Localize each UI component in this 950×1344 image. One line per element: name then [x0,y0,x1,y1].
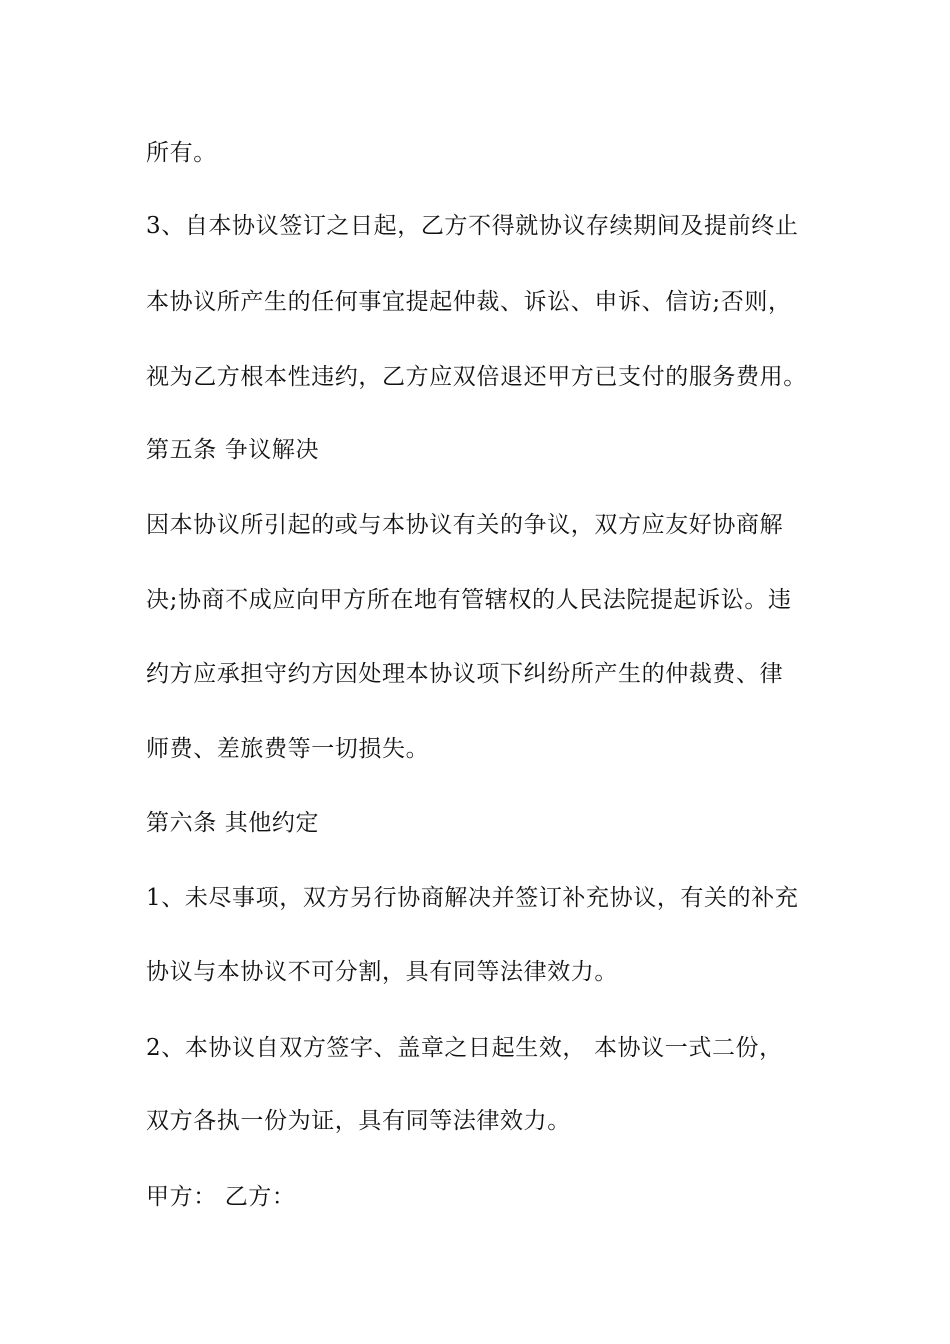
text-line: 双方各执一份为证，具有同等法律效力。 [146,1108,571,1134]
text-line: 视为乙方根本性违约，乙方应双倍退还甲方已支付的服务费用。 [146,364,807,390]
text-line: 因本协议所引起的或与本协议有关的争议，双方应友好协商解 [146,512,784,538]
section-heading: 第五条 争议解决 [146,437,320,463]
text-line: 2、本协议自双方签字、盖章之日起生效， 本协议一式二份， [146,1035,783,1061]
text-line: 决;协商不成应向甲方所在地有管辖权的人民法院提起诉讼。违 [146,587,792,613]
text-line: 师费、差旅费等一切损失。 [146,736,430,762]
text-line: 3、自本协议签订之日起，乙方不得就协议存续期间及提前终止 [146,213,799,239]
text-line: 1、未尽事项，双方另行协商解决并签订补充协议，有关的补充 [146,885,799,911]
text-line: 协议与本协议不可分割，具有同等法律效力。 [146,959,618,985]
text-line: 本协议所产生的任何事宜提起仲裁、诉讼、申诉、信访;否则， [146,289,792,315]
section-heading: 第六条 其他约定 [146,810,320,836]
text-line: 所有。 [146,140,217,166]
signature-line: 甲方： 乙方： [146,1184,296,1210]
text-line: 约方应承担守约方因处理本协议项下纠纷所产生的仲裁费、律 [146,661,784,687]
